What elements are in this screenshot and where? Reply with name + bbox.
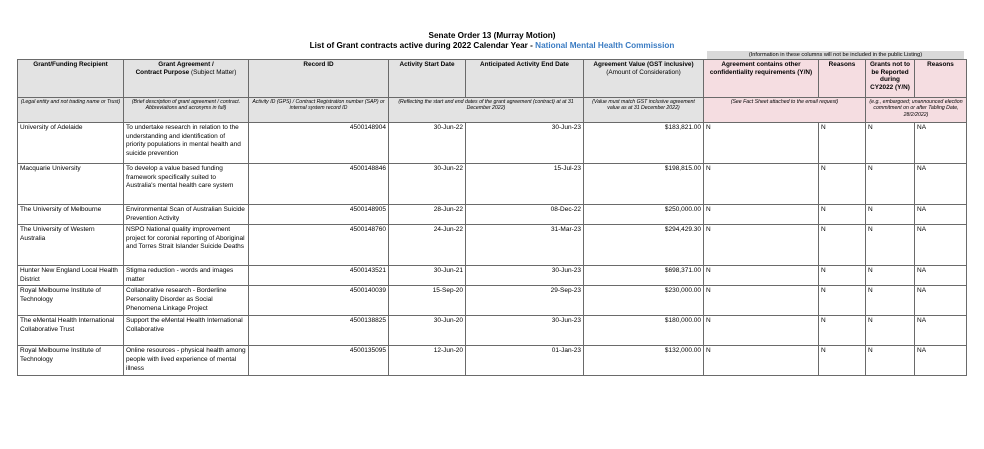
cell-purpose: To develop a value based funding framework specifically suited to Australia's mental health care system <box>124 164 249 205</box>
cell-start-date: 15-Sep-20 <box>389 286 466 316</box>
cell-confidentiality: N <box>704 164 819 205</box>
cell-reasons: N <box>819 123 866 164</box>
cell-not-reported: N <box>866 266 915 286</box>
cell-reasons-2: NA <box>915 266 967 286</box>
header-end-date: Anticipated Activity End Date <box>466 60 584 98</box>
table-row <box>18 123 967 164</box>
cell-end-date: 30-Jun-23 <box>466 266 584 286</box>
cell-end-date: 01-Jan-23 <box>466 346 584 376</box>
cell-purpose: Environmental Scan of Australian Suicide Prevention Activity <box>124 205 249 225</box>
cell-confidentiality: N <box>704 225 819 266</box>
subheader-recipient: (Legal entity and not trading name or Trust) <box>18 98 124 123</box>
cell-start-date: 28-Jun-22 <box>389 205 466 225</box>
header-reasons-2: Reasons <box>915 60 967 98</box>
cell-reasons-2: NA <box>915 205 967 225</box>
header-reasons-1: Reasons <box>819 60 866 98</box>
table-row <box>18 316 967 346</box>
cell-not-reported: N <box>866 205 915 225</box>
cell-recipient: University of Adelaide <box>18 123 124 164</box>
cell-recipient: The eMental Health International Collaborative Trust <box>18 316 124 346</box>
cell-value: $180,000.00 <box>584 316 704 346</box>
subheader-record-id: Activity ID (GPS) / Contract Registration number (SAP) or internal system record ID <box>249 98 389 123</box>
subheader-dates: (Reflecting the start and end dates of the grant agreement (contract) at at 31 December 2022) <box>389 98 584 123</box>
grants-table <box>17 59 967 376</box>
title-prefix: List of Grant contracts active during 2022 Calendar Year - <box>309 41 536 50</box>
cell-not-reported: N <box>866 123 915 164</box>
subheader-not-reported: (e.g., embargoed; unannounced election commitment on or after Tabling Date, 28/2/2022) <box>866 98 967 123</box>
cell-not-reported: N <box>866 316 915 346</box>
cell-purpose: Online resources - physical health among people with lived experience of mental illness <box>124 346 249 376</box>
table-row <box>18 286 967 316</box>
cell-purpose: NSPO National quality improvement project for coronial reporting of Aboriginal and Torres Strait Islander Suicide Deaths <box>124 225 249 266</box>
cell-end-date: 31-Mar-23 <box>466 225 584 266</box>
cell-purpose: To undertake research in relation to the understanding and identification of priority populations in mental health and suicide prevention <box>124 123 249 164</box>
cell-purpose: Collaborative research - Borderline Personality Disorder as Social Phenomena Linkage Project <box>124 286 249 316</box>
cell-record-id: 4500148846 <box>249 164 389 205</box>
cell-start-date: 30-Jun-22 <box>389 164 466 205</box>
header-row <box>18 60 967 98</box>
cell-reasons-2: NA <box>915 286 967 316</box>
header-start-date: Activity Start Date <box>389 60 466 98</box>
cell-record-id: 4500148760 <box>249 225 389 266</box>
cell-recipient: Royal Melbourne Institute of Technology <box>18 346 124 376</box>
table-row <box>18 205 967 225</box>
cell-start-date: 30-Jun-20 <box>389 316 466 346</box>
header-recipient: Grant/Funding Recipient <box>18 60 124 98</box>
cell-reasons-2: NA <box>915 346 967 376</box>
subheader-agreement: (Brief description of grant agreement / contract. Abbreviations and acronyms in full) <box>124 98 249 123</box>
header-value-sub: (Amount of Consideration) <box>606 68 681 76</box>
cell-not-reported: N <box>866 346 915 376</box>
cell-recipient: Royal Melbourne Institute of Technology <box>18 286 124 316</box>
cell-end-date: 30-Jun-23 <box>466 316 584 346</box>
header-agreement-line1: Grant Agreement / <box>158 61 214 68</box>
title-line-1: Senate Order 13 (Murray Motion) <box>428 31 556 40</box>
cell-not-reported: N <box>866 164 915 205</box>
cell-record-id: 4500140039 <box>249 286 389 316</box>
header-record-id: Record ID <box>249 60 389 98</box>
cell-end-date: 08-Dec-22 <box>466 205 584 225</box>
cell-confidentiality: N <box>704 205 819 225</box>
subheader-row <box>18 98 967 123</box>
cell-recipient: Hunter New England Local Health District <box>18 266 124 286</box>
confidential-columns-note: (Information in these columns will not be included in the public Listing) <box>707 51 964 59</box>
cell-start-date: 12-Jun-20 <box>389 346 466 376</box>
cell-reasons: N <box>819 225 866 266</box>
cell-recipient: The University of Melbourne <box>18 205 124 225</box>
subheader-confidentiality: (See Fact Sheet attached to the email request) <box>704 98 866 123</box>
cell-value: $183,821.00 <box>584 123 704 164</box>
cell-reasons: N <box>819 266 866 286</box>
header-value-title: Agreement Value (GST inclusive) <box>593 61 694 68</box>
cell-not-reported: N <box>866 286 915 316</box>
header-confidentiality: Agreement contains other confidentiality requirements (Y/N) <box>704 60 819 98</box>
cell-end-date: 15-Jul-23 <box>466 164 584 205</box>
cell-start-date: 24-Jun-22 <box>389 225 466 266</box>
cell-value: $294,429.30 <box>584 225 704 266</box>
cell-value: $198,815.00 <box>584 164 704 205</box>
cell-not-reported: N <box>866 225 915 266</box>
cell-reasons-2: NA <box>915 123 967 164</box>
cell-value: $698,371.00 <box>584 266 704 286</box>
agency-name: National Mental Health Commission <box>535 41 675 50</box>
cell-reasons: N <box>819 205 866 225</box>
cell-reasons: N <box>819 286 866 316</box>
cell-reasons: N <box>819 346 866 376</box>
cell-value: $230,000.00 <box>584 286 704 316</box>
cell-record-id: 4500143521 <box>249 266 389 286</box>
document-title <box>0 31 984 51</box>
header-value <box>584 60 704 98</box>
table-row <box>18 164 967 205</box>
header-agreement-line2: Contract Purpose <box>135 68 190 76</box>
cell-recipient: Macquarie University <box>18 164 124 205</box>
cell-purpose: Stigma reduction - words and images matter <box>124 266 249 286</box>
cell-confidentiality: N <box>704 123 819 164</box>
cell-value: $250,000.00 <box>584 205 704 225</box>
cell-record-id: 4500148905 <box>249 205 389 225</box>
table-row <box>18 266 967 286</box>
table-row <box>18 346 967 376</box>
cell-reasons-2: NA <box>915 316 967 346</box>
cell-reasons-2: NA <box>915 164 967 205</box>
header-agreement-sub: (Subject Matter) <box>190 68 237 76</box>
cell-confidentiality: N <box>704 316 819 346</box>
table-row <box>18 225 967 266</box>
subheader-value: (Value must match GST inclusive agreement value as at 31 December 2022) <box>584 98 704 123</box>
cell-purpose: Support the eMental Health International Collaborative <box>124 316 249 346</box>
cell-start-date: 30-Jun-22 <box>389 123 466 164</box>
cell-start-date: 30-Jun-21 <box>389 266 466 286</box>
header-not-reported: Grants not to be Reported during CY2022 (Y/N) <box>866 60 915 98</box>
cell-confidentiality: N <box>704 346 819 376</box>
cell-record-id: 4500135095 <box>249 346 389 376</box>
cell-reasons-2: NA <box>915 225 967 266</box>
cell-record-id: 4500148904 <box>249 123 389 164</box>
cell-end-date: 30-Jun-23 <box>466 123 584 164</box>
title-line-2 <box>0 41 984 51</box>
cell-reasons: N <box>819 164 866 205</box>
header-agreement <box>124 60 249 98</box>
cell-reasons: N <box>819 316 866 346</box>
cell-recipient: The University of Western Australia <box>18 225 124 266</box>
cell-end-date: 29-Sep-23 <box>466 286 584 316</box>
cell-confidentiality: N <box>704 266 819 286</box>
cell-value: $132,000.00 <box>584 346 704 376</box>
cell-confidentiality: N <box>704 286 819 316</box>
cell-record-id: 4500138825 <box>249 316 389 346</box>
